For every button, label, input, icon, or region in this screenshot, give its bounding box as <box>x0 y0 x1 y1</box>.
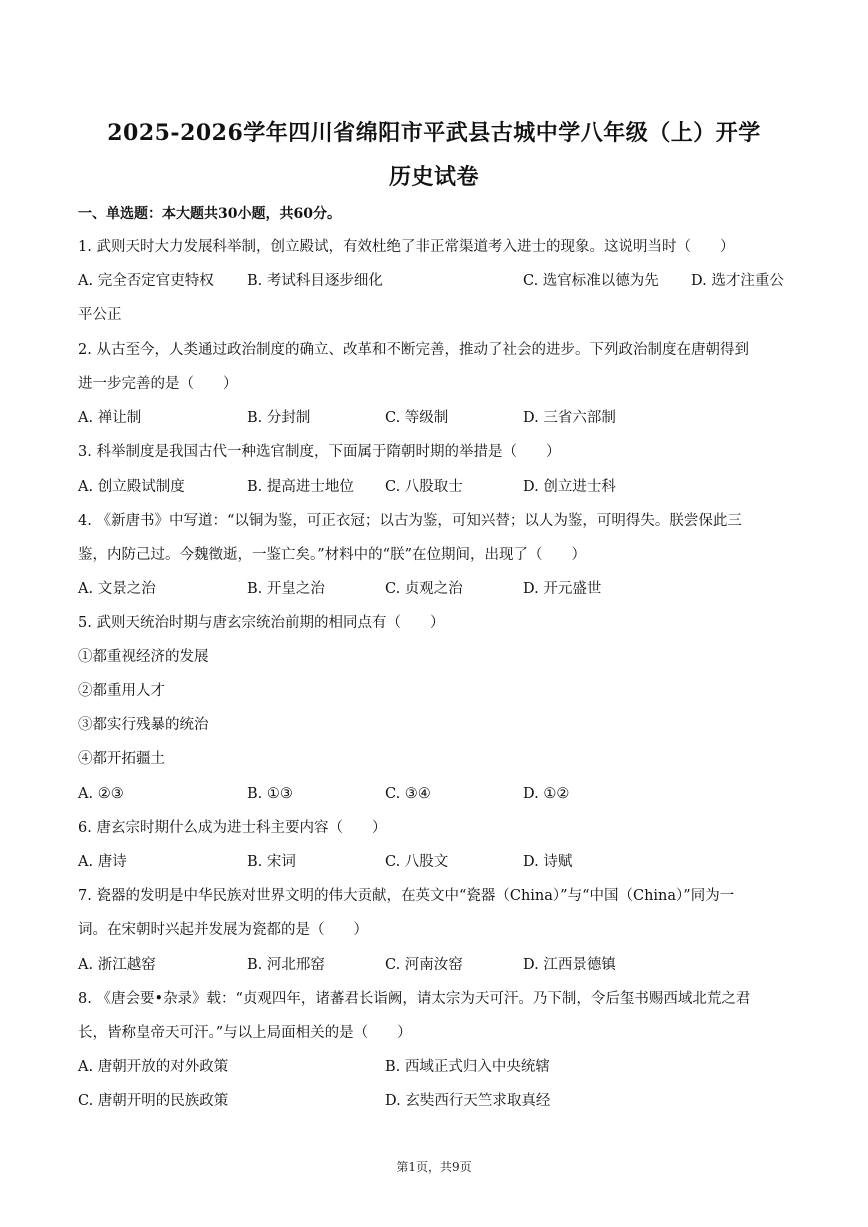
q2-option-b: B. 分封制 <box>247 410 311 426</box>
question-8-stem-line1: 8. 《唐会要•杂录》载：“贞观四年，诸蕃君长诣阙，请太宗为天可汗。乃下制，令后玺书赐西域北荒之君 <box>78 991 751 1007</box>
q8-option-c: C. 唐朝开明的民族政策 <box>78 1093 229 1109</box>
question-5-stem: 5. 武则天统治时期与唐玄宗统治前期的相同点有（ ） <box>78 615 445 631</box>
q5-option-d: D. ①② <box>523 786 570 802</box>
q2-option-c: C. 等级制 <box>385 410 449 426</box>
q4-option-a: A. 文景之治 <box>78 581 156 597</box>
q1-option-d-continued: 平公正 <box>78 307 122 323</box>
q3-option-d: D. 创立进士科 <box>523 479 616 495</box>
q8-option-b: B. 西域正式归入中央统辖 <box>385 1059 550 1075</box>
q4-option-c: C. 贞观之治 <box>385 581 463 597</box>
q6-option-d: D. 诗赋 <box>523 854 573 870</box>
question-1-stem: 1. 武则天时大力发展科举制，创立殿试，有效杜绝了非正常渠道考入进士的现象。这说明当时（ ） <box>78 239 735 255</box>
q7-option-b: B. 河北邢窑 <box>247 957 325 973</box>
q4-option-b: B. 开皇之治 <box>247 581 325 597</box>
q5-statement-2: ②都重用人才 <box>78 683 165 699</box>
q3-option-b: B. 提高进士地位 <box>247 479 354 495</box>
question-7-stem-line1: 7. 瓷器的发明是中华民族对世界文明的伟大贡献，在英文中“瓷器（China）”与“中国（China）”同为一 <box>78 888 735 904</box>
q5-statement-4: ④都开拓疆土 <box>78 751 165 767</box>
q2-option-a: A. 禅让制 <box>78 410 142 426</box>
q5-option-a: A. ②③ <box>78 786 124 802</box>
q3-option-c: C. 八股取士 <box>385 479 463 495</box>
section-header: 一、单选题：本大题共30小题，共60分。 <box>78 206 341 222</box>
q7-option-a: A. 浙江越窑 <box>78 957 156 973</box>
q7-option-d: D. 江西景德镇 <box>523 957 616 973</box>
q6-option-b: B. 宋词 <box>247 854 296 870</box>
q5-option-b: B. ①③ <box>247 786 293 802</box>
q2-option-d: D. 三省六部制 <box>523 410 616 426</box>
question-4-stem-line1: 4. 《新唐书》中写道：“以铜为鉴，可正衣冠；以古为鉴，可知兴替；以人为鉴，可明得失。朕尝保此三 <box>78 513 742 529</box>
question-4-stem-line2: 鉴，内防己过。今魏徵逝，一鉴亡矣。”材料中的“朕”在位期间，出现了（ ） <box>78 547 586 563</box>
q6-option-a: A. 唐诗 <box>78 854 127 870</box>
question-7-stem-line2: 词。在宋朝时兴起并发展为瓷都的是（ ） <box>78 922 368 938</box>
exam-subtitle: 历史试卷 <box>388 164 479 190</box>
exam-title: 2025-2026学年四川省绵阳市平武县古城中学八年级（上）开学 <box>107 120 761 146</box>
q7-option-c: C. 河南汝窑 <box>385 957 463 973</box>
question-6-stem: 6. 唐玄宗时期什么成为进士科主要内容（ ） <box>78 820 387 836</box>
q1-option-b: B. 考试科目逐步细化 <box>247 273 383 289</box>
q5-statement-1: ①都重视经济的发展 <box>78 649 209 665</box>
question-2-stem-line1: 2. 从古至今，人类通过政治制度的确立、改革和不断完善，推动了社会的进步。下列政治制度在唐朝得到 <box>78 342 749 358</box>
q5-option-c: C. ③④ <box>385 786 431 802</box>
q4-option-d: D. 开元盛世 <box>523 581 602 597</box>
q3-option-a: A. 创立殿试制度 <box>78 479 185 495</box>
q8-option-d: D. 玄奘西行天竺求取真经 <box>385 1093 551 1109</box>
q1-option-d: D. 选才注重公 <box>691 273 784 289</box>
q1-option-c: C. 选官标准以德为先 <box>523 273 659 289</box>
question-8-stem-line2: 长，皆称皇帝天可汗。”与以上局面相关的是（ ） <box>78 1025 412 1041</box>
q1-option-a: A. 完全否定官吏特权 <box>78 273 214 289</box>
q5-statement-3: ③都实行残暴的统治 <box>78 717 209 733</box>
page-footer: 第1页，共9页 <box>396 1160 472 1174</box>
q6-option-c: C. 八股文 <box>385 854 449 870</box>
question-3-stem: 3. 科举制度是我国古代一种选官制度，下面属于隋朝时期的举措是（ ） <box>78 444 561 460</box>
question-2-stem-line2: 进一步完善的是（ ） <box>78 376 238 392</box>
q8-option-a: A. 唐朝开放的对外政策 <box>78 1059 229 1075</box>
